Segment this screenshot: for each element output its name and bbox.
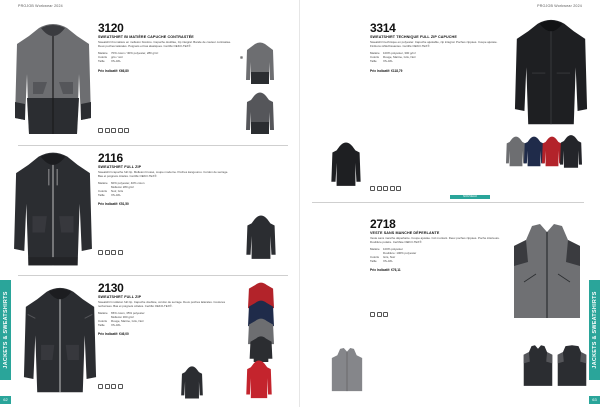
page-number: 63 [589, 396, 600, 404]
product-description: Sweatshirt technique en polyester. Capuche ajustable, zip intégral. Poches zippées. Coupe ajustée. Finitions réfléchissantes. Certifié OEKO-TEX®. [370, 40, 498, 48]
product-code: 3120 [98, 21, 124, 35]
iron-icon [377, 312, 382, 317]
wash-icon [98, 250, 103, 255]
product-name: VESTE SANS MANCHE DÉPERLANTE [370, 231, 440, 235]
product-name: SWEATSHIRT FULL ZIP [98, 165, 142, 169]
product-code: 3314 [370, 21, 396, 35]
care-icons [98, 128, 129, 133]
color-swatches [240, 56, 243, 59]
product-3120 [98, 22, 233, 73]
dry-icon [111, 384, 116, 389]
product-specs: Matière 60% polyester, 40% coton Molleton 280 g/m² Coloris Noir, Gris Taille XS-4XL [98, 181, 145, 197]
product-thumb-back [330, 142, 362, 188]
product-thumb-front [246, 42, 274, 86]
product-thumb-black-vest [522, 342, 554, 390]
iron-icon [105, 250, 110, 255]
oekotex-icon [124, 128, 129, 133]
product-image-3314 [512, 18, 590, 130]
product-price: Prix Indicatif: €46,00 [98, 332, 129, 337]
dry-icon [111, 250, 116, 255]
product-specs: Matière 100% polyester Doublure: 100% polyester Coloris Gris, Noir Taille XS-4XL [370, 247, 417, 263]
product-2718 [370, 218, 500, 272]
divider [18, 145, 288, 146]
product-thumb-black [560, 132, 582, 172]
section-tab [0, 280, 11, 380]
running-head: PROJOB Workwear 2024 [18, 4, 63, 8]
product-thumb-back [246, 92, 274, 136]
product-2116 [98, 152, 233, 206]
iron-icon [377, 186, 382, 191]
product-name: SWEATSHIRT FULL ZIP [98, 295, 142, 299]
care-icons [370, 186, 401, 191]
product-thumb-black-vest-back [556, 342, 588, 390]
product-thumb-navy [524, 132, 544, 172]
product-image-2116 [12, 150, 94, 272]
dry-icon [111, 128, 116, 133]
product-description: Sweatshirt capuche full zip. Molleton brossé, coupe moderne. Poches kangourou. Cordon de serrage. Bas et poignets côtelés. Certifié OEKO-TEX®. [98, 170, 229, 178]
bleach-icon [118, 128, 123, 133]
section-tab-label: JACKETS & SWEATSHIRTS [591, 291, 598, 369]
product-specs: Matière 65% coton, 35% polyester Molleton 300 g/m² Coloris Rouge, Marine, Gris, Noir Taille XS-4XL [98, 311, 145, 327]
product-image-2130 [22, 286, 98, 398]
bleach-icon [118, 384, 123, 389]
product-thumb-grey-vest [330, 346, 364, 394]
product-description: Veste sans manche déperlante. Coupe ajustée. Col montant. Deux poches zippées. Poche intérieure. Doublure polaire. Certifiée OEKO-TEX®. [370, 236, 500, 244]
product-code: 2116 [98, 151, 123, 165]
product-2130 [98, 282, 233, 336]
product-thumb-red-back [244, 360, 274, 400]
dry-icon [383, 186, 388, 191]
bleach-icon [390, 186, 395, 191]
right-page [300, 0, 600, 407]
product-image-3120 [12, 22, 94, 140]
product-description: Sweatshirt bi-matière en molleton bicolore. Capuche doublée, zip intégral. Bande de couleur contrastée. Deux poches latérales. Poignets et bas élastiques. Certifié OEKO-TEX®. [98, 40, 232, 48]
section-tab [589, 280, 600, 380]
product-image-2718 [510, 222, 584, 322]
wash-icon [98, 384, 103, 389]
product-thumb-back [180, 366, 204, 400]
care-icons [98, 250, 123, 255]
running-head: PROJOB Workwear 2024 [537, 4, 582, 8]
product-code: 2130 [98, 281, 124, 295]
bleach-icon [118, 250, 123, 255]
divider [312, 202, 584, 203]
product-thumb-back [246, 215, 276, 261]
product-thumb-grey [506, 132, 526, 172]
product-price: Prix Indicatif: €51,50 [98, 202, 129, 207]
product-description: Sweatshirt molleton full zip. Capuche doublée, cordon de serrage. Deux poches latérales. Coutures renforcées. Bas et poignets côtelés. Certifié OEKO-TEX®. [98, 300, 226, 308]
product-name: SWEATSHIRT BI MATIÈRE CAPUCHE CONTRASTÉE [98, 35, 194, 39]
product-3314 [370, 22, 500, 73]
product-price: Prix Indicatif: €118,79 [370, 68, 403, 73]
product-thumb-black [248, 336, 274, 362]
dry-icon [383, 312, 388, 317]
care-icons [98, 384, 123, 389]
wash-icon [370, 186, 375, 191]
product-price: Prix Indicatif: €76,11 [370, 268, 401, 273]
oekotex-icon [396, 186, 401, 191]
product-specs: Matière 70% coton / 30% polyester, 280 g/m² Coloris gris / noir Taille XS-4XL [98, 51, 159, 63]
iron-icon [105, 384, 110, 389]
section-tab-label: JACKETS & SWEATSHIRTS [2, 291, 9, 369]
wash-icon [98, 128, 103, 133]
divider [18, 275, 288, 276]
iron-icon [105, 128, 110, 133]
new-tag: NOUVEAU [450, 195, 490, 199]
care-icons [370, 312, 388, 317]
page-number: 62 [0, 396, 11, 404]
product-code: 2718 [370, 217, 396, 231]
product-price: Prix Indicatif: €66,80 [98, 68, 129, 73]
product-thumb-red [542, 132, 562, 172]
product-name: SWEATSHIRT TECHNIQUE FULL ZIP CAPUCHE [370, 35, 457, 39]
wash-icon [370, 312, 375, 317]
product-specs: Matière 100% polyester, 300 g/m² Coloris Rouge, Marine, Gris, Noir Taille XS-4XL [370, 51, 416, 63]
